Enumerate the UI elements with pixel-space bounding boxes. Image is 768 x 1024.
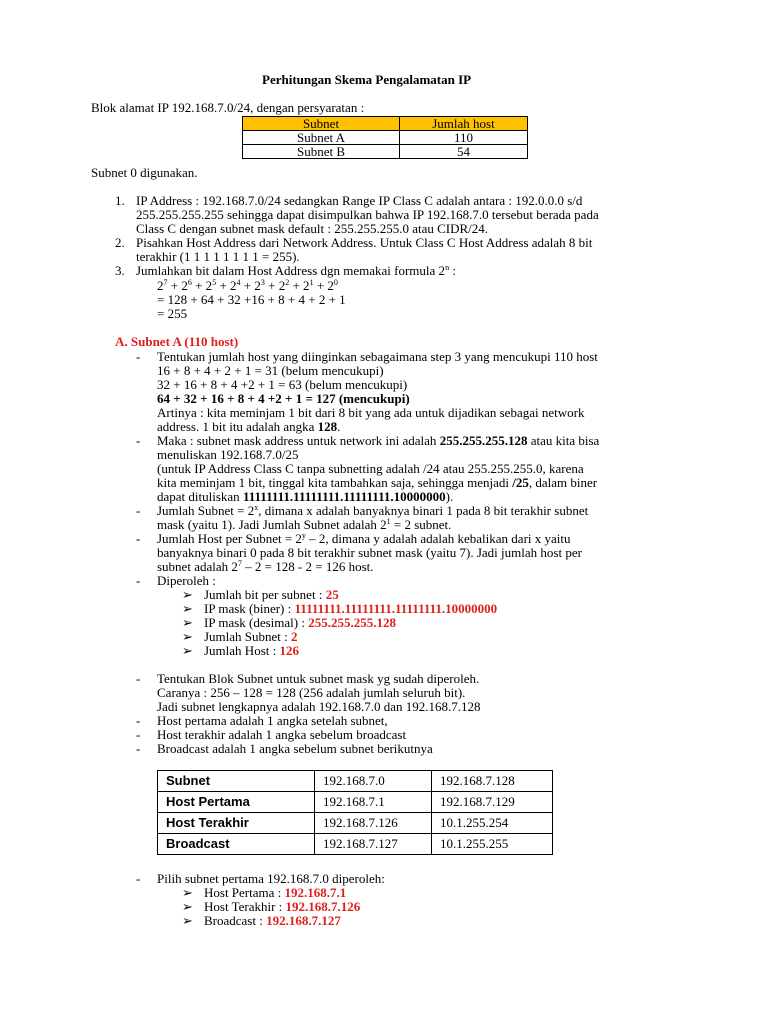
- row-label: Host Pertama: [158, 792, 315, 813]
- table-row: [158, 771, 553, 792]
- page-title: Perhitungan Skema Pengalamatan IP: [262, 72, 472, 87]
- result-item: ➢ IP mask (desimal) : 255.255.255.128: [182, 615, 396, 630]
- arrow-bullet-icon: ➢: [182, 643, 193, 658]
- arrow-bullet-icon: ➢: [182, 629, 193, 644]
- dash-bullet: -: [136, 713, 141, 728]
- step1-line: Class C dengan subnet mask default : 255.255.255.0 atau CIDR/24.: [136, 221, 489, 236]
- table-cell: 192.168.7.126: [315, 813, 432, 834]
- dash-bullet: -: [136, 433, 141, 448]
- step3-formula: $2^7 + 2^6 + 2^5 + 2^4 + 2^3 + 2^2 + 2^1 + 2^0$: [157, 278, 338, 293]
- table-row: [243, 131, 528, 145]
- body-line: subnet adalah $2^7 - 2 = 128 - 2 = 126$ host.: [157, 559, 374, 574]
- arrow-bullet-icon: ➢: [182, 885, 193, 900]
- result-item: ➢ Jumlah Subnet : 2: [182, 629, 298, 644]
- table-cell: 192.168.7.1: [315, 792, 432, 813]
- table-row: [243, 145, 528, 159]
- body-line: (untuk IP Address Class C tanpa subnetting adalah /24 atau 255.255.255.0, karena: [157, 461, 584, 476]
- body-line: Jadi subnet lengkapnya adalah 192.168.7.0 dan 192.168.7.128: [157, 699, 481, 714]
- step1-line: IP Address : 192.168.7.0/24 sedangkan Range IP Class C adalah antara : 192.0.0.0 s/d: [136, 193, 583, 208]
- step-number: 1.: [115, 193, 125, 208]
- body-line: 16 + 8 + 4 + 2 + 1 = 31 (belum mencukupi): [157, 363, 384, 378]
- body-line: 32 + 16 + 8 + 4 +2 + 1 = 63 (belum mencukupi): [157, 377, 408, 392]
- table-cell: 192.168.7.129: [432, 792, 553, 813]
- dash-bullet: -: [136, 671, 141, 686]
- body-line: banyaknya binari 0 pada 8 bit terakhir subnet mask (yaitu 7). Jadi jumlah host per: [157, 545, 582, 560]
- pick-item: ➢ Broadcast : 192.168.7.127: [182, 913, 341, 928]
- body-line: address. 1 bit itu adalah angka 128.: [157, 419, 341, 434]
- arrow-bullet-icon: ➢: [182, 601, 193, 616]
- table-header-cell: Subnet: [243, 117, 400, 131]
- dash-bullet: -: [136, 573, 141, 588]
- dash-bullet: -: [136, 871, 141, 886]
- table-cell: 10.1.255.254: [432, 813, 553, 834]
- arrow-bullet-icon: ➢: [182, 587, 193, 602]
- body-line: mask (yaitu 1). Jadi Jumlah Subnet adalah $2^1 = 2$ subnet.: [157, 517, 452, 532]
- body-line: Diperoleh :: [157, 573, 216, 588]
- table-header-row: [243, 117, 528, 131]
- step-number: 2.: [115, 235, 125, 250]
- body-line: Artinya : kita meminjam 1 bit dari 8 bit yang ada untuk dijadikan sebagai network: [157, 405, 585, 420]
- table-cell: 54: [400, 145, 528, 159]
- table-cell: 10.1.255.255: [432, 834, 553, 855]
- body-line: Maka : subnet mask address untuk network ini adalah 255.255.255.128 atau kita bisa: [157, 433, 600, 448]
- arrow-bullet-icon: ➢: [182, 899, 193, 914]
- intro-text: Blok alamat IP 192.168.7.0/24, dengan persyaratan :: [91, 100, 365, 115]
- body-line: Tentukan jumlah host yang diinginkan sebagaimana step 3 yang mencukupi 110 host: [157, 349, 598, 364]
- body-line: kita meminjam 1 bit, tinggal kita tambahkan saja, sehingga menjadi /25, dalam biner: [157, 475, 598, 490]
- body-line: Broadcast adalah 1 angka sebelum subnet berikutnya: [157, 741, 433, 756]
- step2-line: Pisahkan Host Address dari Network Address. Untuk Class C Host Address adalah 8 bit: [136, 235, 593, 250]
- step3-sum: = 128 + 64 + 32 +16 + 8 + 4 + 2 + 1: [157, 292, 346, 307]
- body-line: Jumlah Subnet = $2^x$, dimana x adalah banyaknya binari 1 pada 8 bit terakhir subnet: [157, 503, 589, 518]
- table-cell: 192.168.7.127: [315, 834, 432, 855]
- table-cell: 192.168.7.0: [315, 771, 432, 792]
- dash-bullet: -: [136, 741, 141, 756]
- section-a-heading: A. Subnet A (110 host): [115, 334, 239, 349]
- subnet0-note: Subnet 0 digunakan.: [91, 165, 198, 180]
- body-line: Jumlah Host per Subnet = $2^y - 2$, dimana y adalah adalah kebalikan dari x yaitu: [157, 531, 571, 546]
- dash-bullet: -: [136, 503, 141, 518]
- step2-line: terakhir (1 1 1 1 1 1 1 1 = 255).: [136, 249, 300, 264]
- dash-bullet: -: [136, 727, 141, 742]
- body-line: menuliskan 192.168.7.0/25: [157, 447, 299, 462]
- table-row: [158, 834, 553, 855]
- body-line: Pilih subnet pertama 192.168.7.0 diperoleh:: [157, 871, 385, 886]
- result-item: ➢ Jumlah bit per subnet : 25: [182, 587, 339, 602]
- table-header-cell: Jumlah host: [400, 117, 528, 131]
- arrow-bullet-icon: ➢: [182, 913, 193, 928]
- dash-bullet: -: [136, 349, 141, 364]
- requirements-table: [242, 116, 528, 159]
- subnet-table: [157, 770, 553, 855]
- pick-item: ➢ Host Terakhir : 192.168.7.126: [182, 899, 361, 914]
- table-row: [158, 813, 553, 834]
- row-label: Host Terakhir: [158, 813, 315, 834]
- table-cell: Subnet B: [243, 145, 400, 159]
- step3-result: = 255: [157, 306, 188, 321]
- table-cell: Subnet A: [243, 131, 400, 145]
- step-number: 3.: [115, 263, 125, 278]
- dash-bullet: -: [136, 531, 141, 546]
- row-label: Broadcast: [158, 834, 315, 855]
- body-line-bold: 64 + 32 + 16 + 8 + 4 +2 + 1 = 127 (mencukupi): [157, 391, 410, 406]
- step3-line: Jumlahkan bit dalam Host Address dgn memakai formula 2$^n$ :: [136, 263, 456, 278]
- result-item: ➢ Jumlah Host : 126: [182, 643, 299, 658]
- body-line: Tentukan Blok Subnet untuk subnet mask yg sudah diperoleh.: [157, 671, 480, 686]
- body-line: Host terakhir adalah 1 angka sebelum broadcast: [157, 727, 407, 742]
- body-line: Caranya : 256 – 128 = 128 (256 adalah jumlah seluruh bit).: [157, 685, 466, 700]
- step1-line: 255.255.255.255 sehingga dapat disimpulkan bahwa IP 192.168.7.0 tersebut berada pada: [136, 207, 599, 222]
- body-line: Host pertama adalah 1 angka setelah subnet,: [157, 713, 388, 728]
- pick-item: ➢ Host Pertama : 192.168.7.1: [182, 885, 347, 900]
- arrow-bullet-icon: ➢: [182, 615, 193, 630]
- table-row: [158, 792, 553, 813]
- body-line: dapat dituliskan 11111111.11111111.11111111.10000000).: [157, 489, 454, 504]
- result-item: ➢ IP mask (biner) : 11111111.11111111.11111111.10000000: [182, 601, 498, 616]
- row-label: Subnet: [158, 771, 315, 792]
- table-cell: 110: [400, 131, 528, 145]
- table-cell: 192.168.7.128: [432, 771, 553, 792]
